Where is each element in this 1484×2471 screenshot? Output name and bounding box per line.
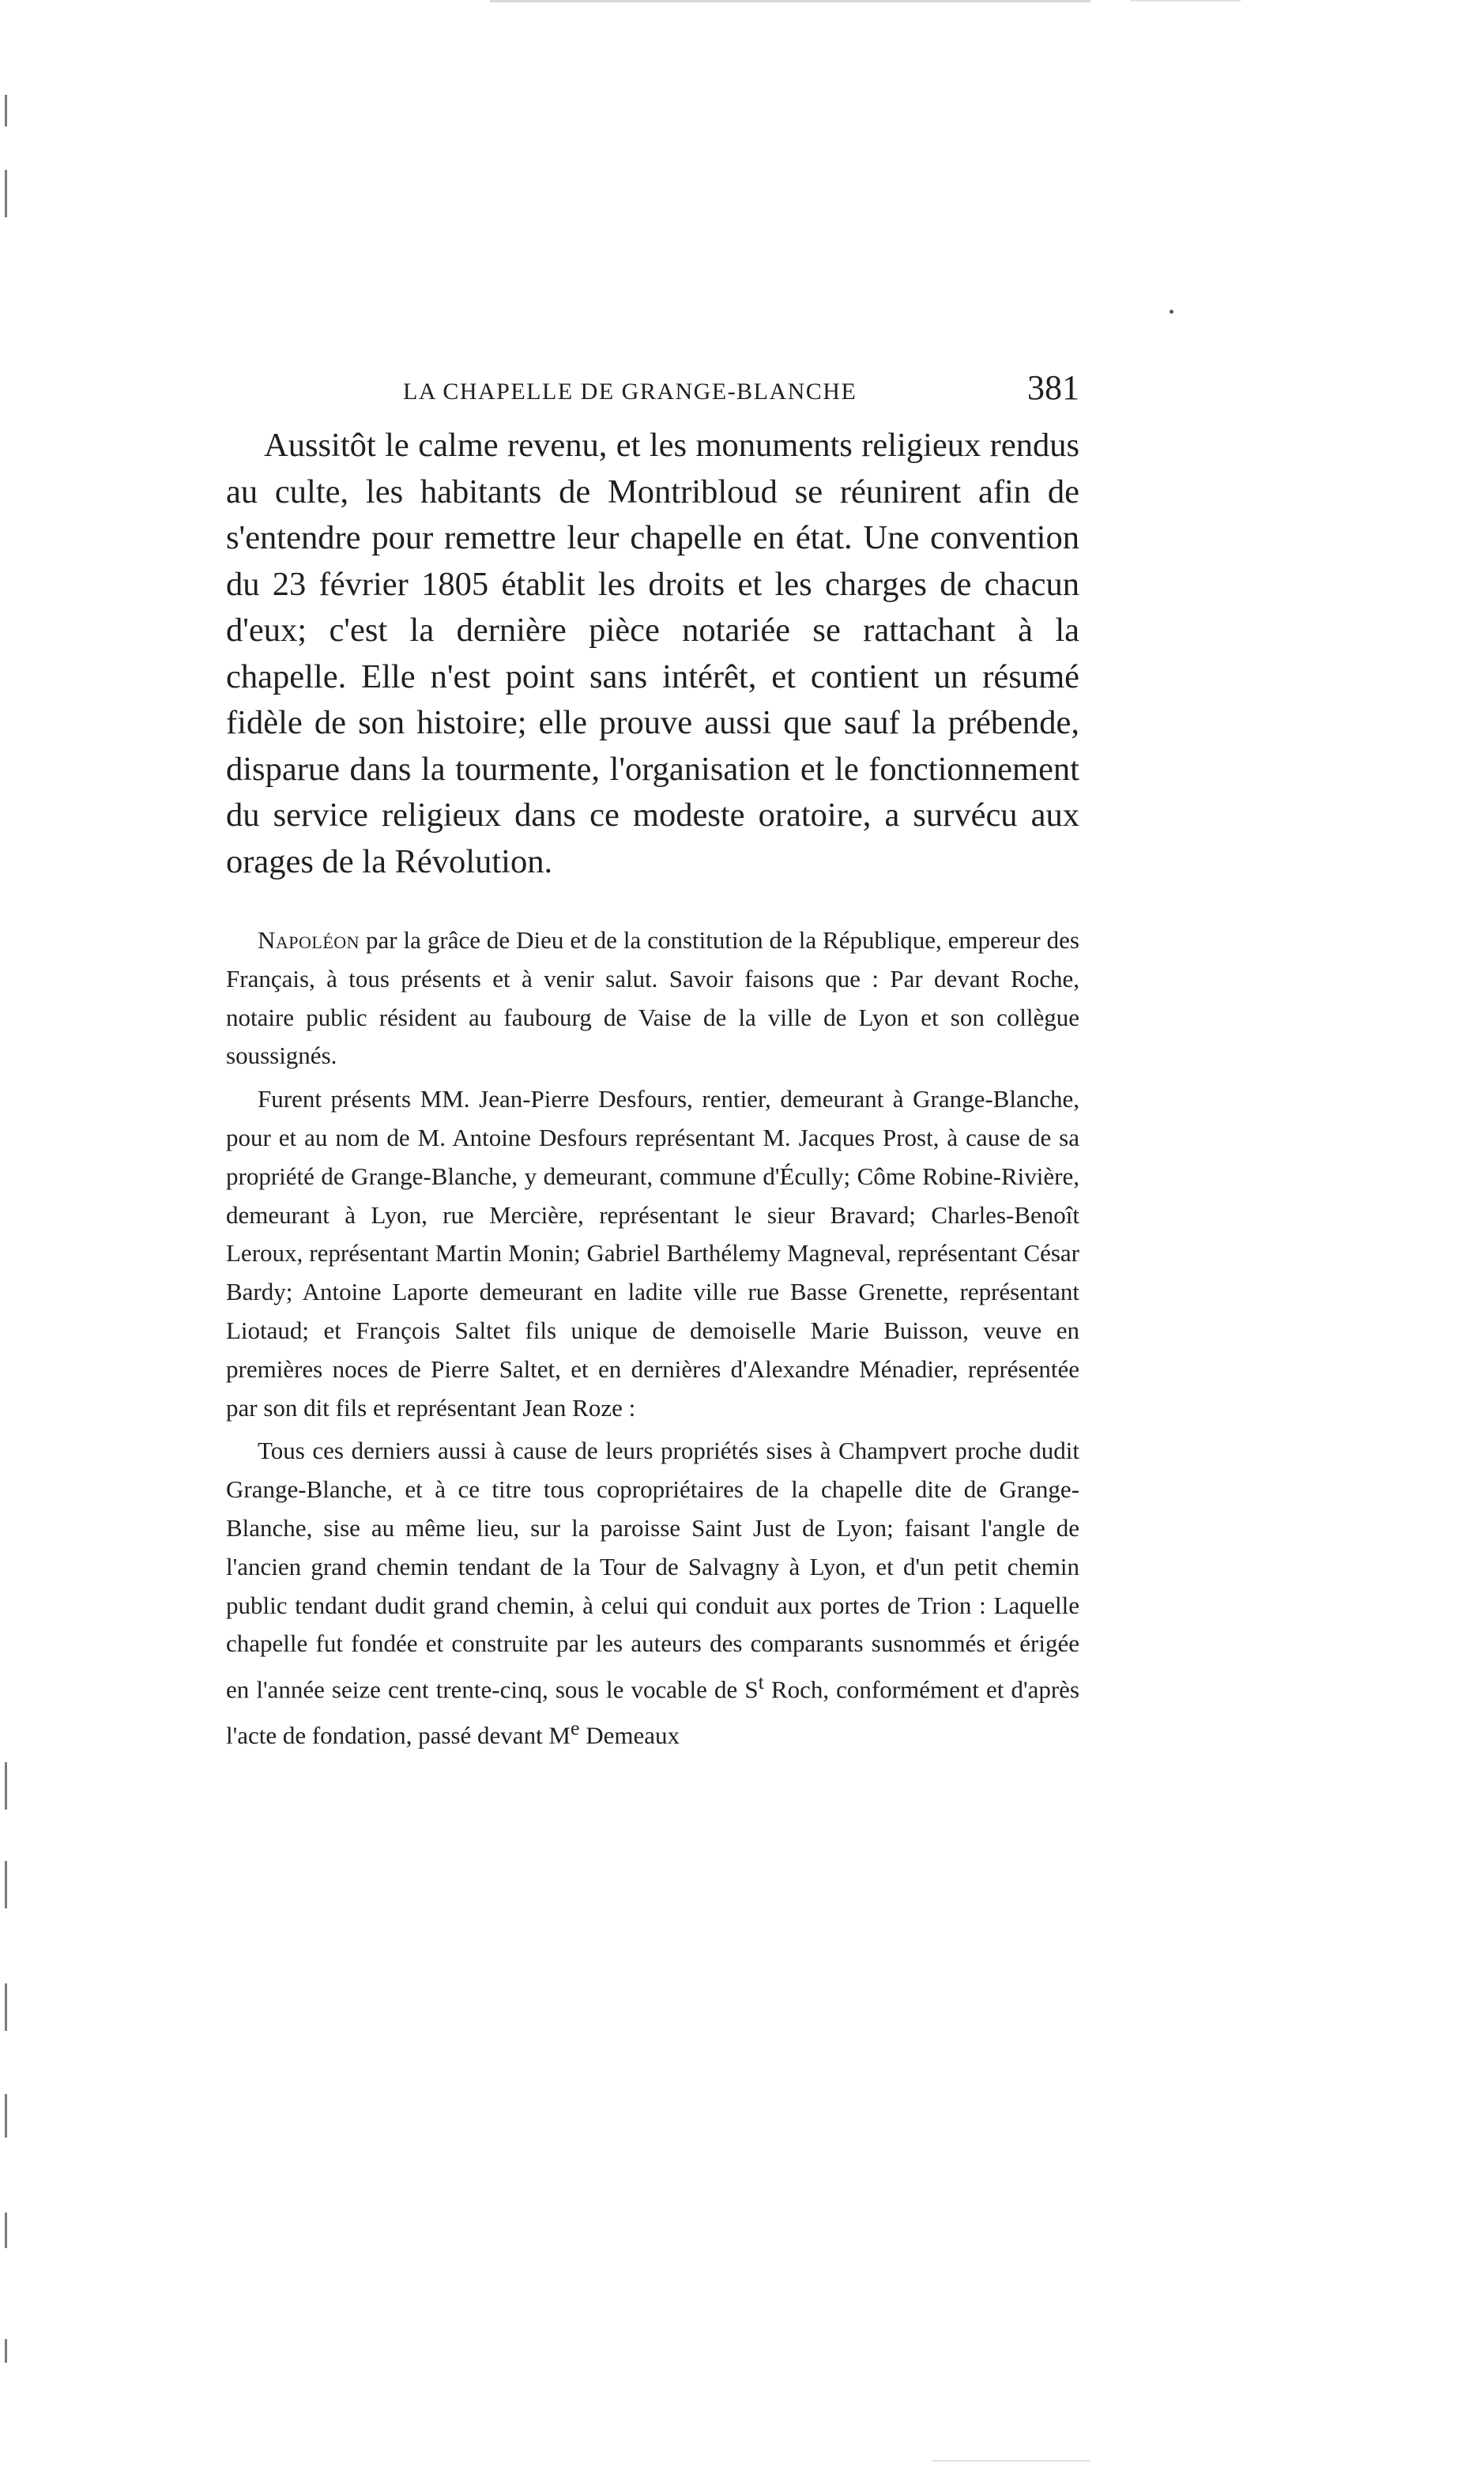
intro-section (226, 423, 1079, 885)
margin-tick (5, 2339, 7, 2363)
scan-edge-top-secondary (1130, 0, 1241, 2)
deed-quotation (226, 921, 1079, 1755)
margin-tick (5, 1861, 7, 1908)
margin-tick (5, 95, 7, 126)
scan-edge-bottom (932, 2460, 1090, 2462)
running-head (226, 367, 1079, 423)
page-number: 381 (1027, 368, 1079, 407)
ink-speck (1169, 310, 1173, 314)
saint-abbreviation-superscript: t (758, 1671, 764, 1694)
margin-tick (5, 2094, 7, 2138)
margin-tick (5, 170, 7, 217)
scan-edge-top (490, 0, 1090, 2)
deed-paragraph-3-text-cont: Roch, conformément et d'après l'acte de fondation, passé devant M (226, 1675, 1079, 1750)
maitre-abbreviation-superscript: e (571, 1716, 580, 1740)
deed-paragraph-2: Furent présents MM. Jean-Pierre Desfours, rentier, demeurant à Grange-Blanche, pour et au nom de M. Antoine Desfours représentant M. Jacques Prost, à cause de sa propriété de Grange-Blanche, y demeurant, commune d'Écully; Côme Robine-Rivière, demeurant à Lyon, rue Mercière, représentant le sieur Bravard; Charles-Benoît Leroux, représentant Martin Monin; Gabriel Barthélemy Magneval, représentant César Bardy; Antoine Laporte demeurant en ladite ville rue Basse Grenette, représentant Liotaud; et François Saltet fils unique de demoiselle Marie Buisson, veuve en premières noces de Pierre Saltet, et en dernières d'Alexandre Ménadier, représentée par son dit fils et représentant Jean Roze : (226, 1085, 1079, 1422)
margin-tick (5, 1983, 7, 2031)
margin-tick (5, 2213, 7, 2248)
margin-tick (5, 1762, 7, 1810)
deed-opening-text: par la grâce de Dieu et de la constitution de la République, empereur des Français, à tous présents et à venir salut. Savoir faisons que : Par devant Roche, notaire public résident au faubourg de Vaise de la ville de Lyon et son collègue soussignés. (226, 926, 1079, 1070)
deed-opening-word: Napoléon (258, 926, 360, 954)
deed-paragraph-1 (226, 921, 1079, 1075)
deed-paragraph-3-text: Tous ces derniers aussi à cause de leurs propriétés sises à Champvert proche dudit Grange-Blanche, et à ce titre tous copropriétaires de la chapelle dite de Grange-Blanche, sise au même lieu, sur la paroisse Saint Just de Lyon; faisant l'angle de l'ancien grand chemin tendant de la Tour de Salvagny à Lyon, et d'un petit chemin public tendant dudit grand chemin, à celui qui conduit aux portes de Trion : Laquelle chapelle fut fondée et construite par les auteurs des comparants susnommés et érigée en l'année seize cent trente-cinq, sous le vocable de S (226, 1437, 1079, 1704)
deed-paragraph-3-text-end: Demeaux (579, 1721, 680, 1750)
intro-paragraph: Aussitôt le calme revenu, et les monuments religieux rendus au culte, les habitants de Montribloud se réunirent afin de s'entendre pour remettre leur chapelle en état. Une convention du 23 février 1805 établit les droits et les charges de chacun d'eux; c'est la dernière pièce notariée se rattachant à la chapelle. Elle n'est point sans intérêt, et contient un résumé fidèle de son histoire; elle prouve aussi que sauf la prébende, disparue dans la tourmente, l'organisation et le fonctionnement du service religieux dans ce modeste oratoire, a survécu aux orages de la Révolution. (226, 427, 1079, 880)
deed-paragraph-3 (226, 1432, 1079, 1755)
running-title: LA CHAPELLE DE GRANGE-BLANCHE (403, 379, 857, 405)
book-page (226, 367, 1079, 1760)
